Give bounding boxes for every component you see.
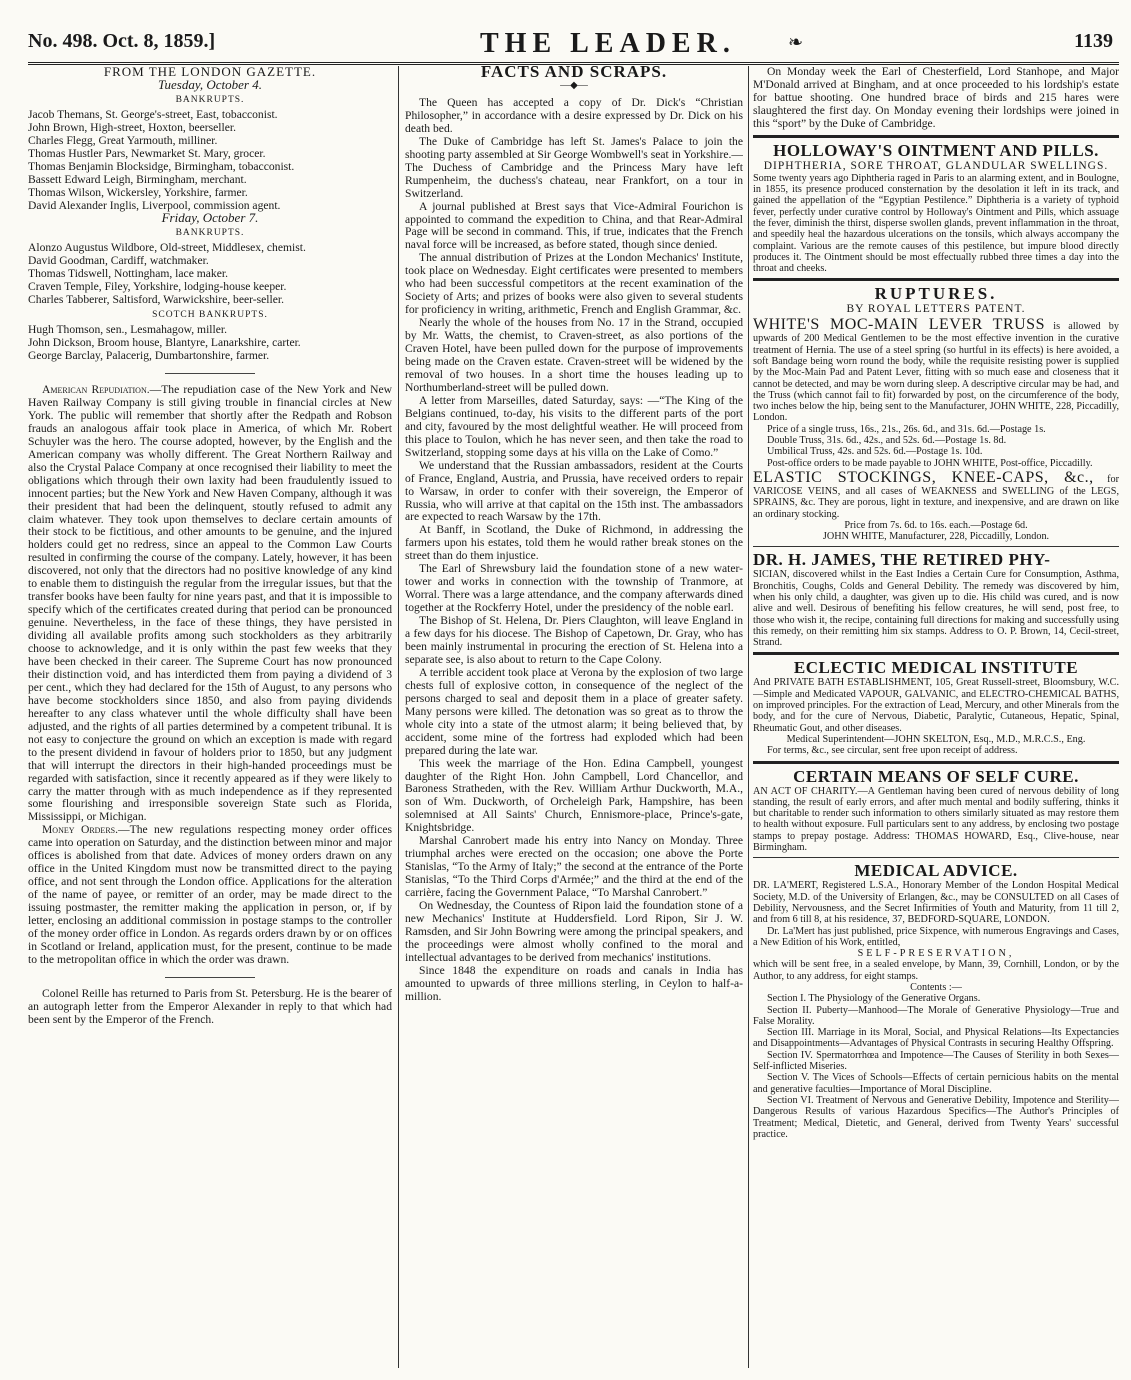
ad-ruptures-orders: Post-office orders to be made payable to JOHN WHITE, Post-office, Piccadilly. xyxy=(767,457,1093,469)
bankrupt-entry: Charles Flegg, Great Yarmouth, milliner. xyxy=(28,133,218,147)
ad-cure-body: AN ACT OF CHARITY.—A Gentleman having been cured of nervous debility of long standing, the result of early errors, and after much mental and bodily suffering, thinks it but charitable to render such information to others similarly situated as may restore them to health without exposure. Full particulars sent to any address, by enclosing two postage stamps to prepay postage. Address: THOMAS HOWARD, Esq., Clive-house, near Birmingham. xyxy=(753,785,1119,854)
bankrupt-entry: Hugh Thomson, sen., Lesmahagow, miller. xyxy=(28,323,228,337)
bankrupt-entry: John Brown, High-street, Hoxton, beerseller. xyxy=(28,120,237,134)
facts-paragraph: The annual distribution of Prizes at the London Mechanics' Institute, took place on Wednesday. Eight certificates were presented to members who had been successful competitors at the recent examination of the Society of Arts; and prizes of books were also given to several students for proficiency in writing, arithmetic, French and English Grammar, &c. xyxy=(405,251,743,317)
column-middle xyxy=(405,66,743,1368)
ad-medical-section: Section VI. Treatment of Nervous and Generative Debility, Impotence and Sterility—Dangerous Results of various Hazardous Specifics—The Author's Principles of Treatment; Medical, Dietetic, and General, derived from Twenty Years' successful practice. xyxy=(753,1094,1119,1140)
ad-holloway-title: HOLLOWAY'S OINTMENT AND PILLS. xyxy=(773,140,1099,160)
ad-ruptures-price: Umbilical Truss, 42s. and 52s. 6d.—Postage 1s. 10d. xyxy=(767,446,983,458)
ad-elastic-maker: JOHN WHITE, Manufacturer, 228, Piccadilly, London. xyxy=(822,531,1050,543)
ad-ruptures-title: RUPTURES. xyxy=(874,284,998,304)
facts-paragraph: The Queen has accepted a copy of Dr. Dick's “Christian Philosopher,” in accordance with a desire expressed by Dr. Dick on his death bed. xyxy=(405,95,743,135)
facts-paragraph: Since 1848 the expenditure on roads and canals in India has amounted to upwards of three millions sterling, in Ceylon to half-a-million. xyxy=(405,963,743,1003)
facts-heading: FACTS AND SCRAPS. xyxy=(480,66,668,81)
ad-medical-section: Section II. Puberty—Manhood—The Morale of Generative Physiology—True and False Morality. xyxy=(753,1004,1119,1027)
facts-paragraph: We understand that the Russian ambassadors, resident at the Courts of France, England, Austria, and Prussia, have received orders to repair to Warsaw, in order to confer with their sovereign, the Emperor of Russia, who will arrive at that capital on the 15th inst. The ambassadors are expected to reach Warsaw by the 17th. xyxy=(405,458,743,524)
ad-medical-body: DR. LA'MERT, Registered L.S.A., Honorary Member of the London Hospital Medical Society, M.D. of the University of Erlangen, &c., may be CONSULTED on all Cases of Debility, Nervousness, and the Secret Infirmities of Youth and Maturity, from 11 till 2, and from 6 till 8, at his residence, 37, BEDFORD-SQUARE, LONDON. xyxy=(753,880,1119,926)
facts-paragraph: The Earl of Shrewsbury laid the foundation stone of a new water-tower and works in connection with the township of Tranmore, at Worral. There was a large attendance, and the company afterwards dined together at the Rockferry Hotel, under the presidency of the noble earl. xyxy=(405,562,743,615)
ad-eclectic-superintendent: Medical Superintendent—JOHN SKELTON, Esq., M.D., M.R.C.S., Eng. xyxy=(786,733,1086,745)
ad-cure-title: CERTAIN MEANS OF SELF CURE. xyxy=(793,766,1079,786)
ad-ruptures-subtitle: BY ROYAL LETTERS PATENT. xyxy=(846,303,1026,316)
ad-medical-sections xyxy=(753,993,1119,1140)
ad-medical-title: MEDICAL ADVICE. xyxy=(854,861,1018,881)
article-body: —The repudiation case of the New York and New Haven Railway Company is still giving trouble in financial circles at New York. The public will remember that shortly after the Redpath and Robson frauds an analogous affair took place in America, of which Mr. Robert Schuyler was the hero. The course adopted, however, by the English and the American company was wholly different. The Great Northern Railway and also the Crystal Palace Company at once recognised their liability to meet the obligations which through their own laxity had been fraudulently issued to innocent parties; but the New York and New Haven Company, although it was their president that had been the delinquent, stoutly refused to admit any claim whatever. They took upon themselves to declare certain amounts of their stock to be fictitious, and other amounts to be genuine, and the injured holders could get no redress, since an appeal to the Common Law Courts resulted in confirming the course of the company. Lately, however, it has been discovered, not only that the directors had no positive knowledge of any kind to enable them to distinguish the regular from the irregular issues, but that the transfer books have been faulty for nine years past, and that it is impossible to specify which of the certificates created during that period can be pronounced genuine. Nevertheless, in the face of these things, they have persisted in dividing all available profits among such stockholders as they arbitrarily choose to acknowledge, and it is only within the past few weeks that they have been checked in their career. The Supreme Court has now pronounced their distinction void, and has interdicted them from paying a dividend of 3 per cent., which they had declared for the 15th of August, to any persons who have become stockholders since 1850, and also from paying dividends hereafter to any class whatever until the whole difficulty shall have been adjusted, and the rights of all parties determined by a competent tribunal. It is not easy to conjecture the ground on which an exception is made with regard to the present dividend in favour of holders prior to 1850, but any judgment that will interrupt the directors in their high-handed proceedings must be regarded with satisfaction, since it recently appeared as if they were likely to carry the matter through with as much independence as if they represented some flourishing and irresponsible sovereign State such as Florida, Mississippi, or Michigan. xyxy=(28,382,392,824)
bankrupts-list xyxy=(28,242,392,307)
ad-elastic xyxy=(753,469,1119,520)
ad-ruptures-price: Price of a single truss, 16s., 21s., 26s. 6d., and 31s. 6d.—Postage 1s. xyxy=(767,423,1046,435)
bankrupts-list xyxy=(28,109,392,213)
bankrupt-entry: Charles Tabberer, Saltisford, Warwickshire, beer-seller. xyxy=(28,293,284,307)
bankrupts-label: BANKRUPTS. xyxy=(175,94,245,105)
column-rule xyxy=(748,66,749,1368)
gazette-date: Friday, October 7. xyxy=(161,210,259,226)
ad-james-title: DR. H. JAMES, THE RETIRED PHY- xyxy=(753,550,1051,570)
ad-medical-section: Section IV. Spermatorrhœa and Impotence—The Causes of Sterility in both Sexes—Self-inflicted Miseries. xyxy=(753,1049,1119,1073)
issue-date: No. 498. Oct. 8, 1859.] xyxy=(28,30,216,52)
ad-james-body: SICIAN, discovered whilst in the East Indies a Certain Cure for Consumption, Asthma, Bronchitis, Coughs, Colds and General Debility. The remedy was discovered by him, when his only child, a daughter, was given up to die. His child was cured, and is now alive and well. Desirous of benefiting his fellow creatures, he will send, post free, to those who wish it, the recipe, containing full directions for making and successfully using this remedy, on their remitting him six stamps. Address to O. P. Brown, 14, Cecil-street, Strand. xyxy=(753,569,1119,649)
scotch-bankrupts-label: SCOTCH BANKRUPTS. xyxy=(152,310,268,321)
ad-holloway-body: Some twenty years ago Diphtheria raged in Paris to an alarming extent, and in Boulogne, in 1855, its presence produced consternation by the desolation it left in its track, and gained the appellation of the “Egyptian Pestilence.” Diphtheria is a variety of typhoid fever, perfectly under curative control by Holloway's Ointment and Pills, which assuage the fever, diminish the thirst, disperse swollen glands, prevent inflammation in the throat, and speedily heal the hazardous ulcerations on the tonsils, which always accompany the complaint. Various are the remote causes of this pestilence, but impure blood directly produces it. The Ointment should be most effectually rubbed three times a day into the throat and cheeks. xyxy=(753,172,1119,275)
divider xyxy=(753,857,1119,858)
ad-ruptures-lead: WHITE'S MOC-MAIN LEVER TRUSS xyxy=(753,316,1045,334)
ad-medical-section: Section III. Marriage in its Moral, Social, and Physical Relations—Its Expectancies and Disappointments—Advantages of Physical Contrasts in securing Healthy Offspring. xyxy=(753,1027,1119,1050)
hand-ornament-icon: ❧ xyxy=(788,32,804,52)
facts-paragraph: A journal published at Brest says that Vice-Admiral Fourichon is appointed to command the expedition to China, and that Rear-Admiral Page will be second in command. This, if true, indicates that the French naval force will be increased, as before stated, though since denied. xyxy=(405,199,743,252)
facts-list xyxy=(405,97,743,1004)
ad-elastic-price: Price from 7s. 6d. to 16s. each.—Postage 6d. xyxy=(844,519,1028,531)
bankrupt-entry: Alonzo Augustus Wildbore, Old-street, Middlesex, chemist. xyxy=(28,241,306,255)
column-right xyxy=(753,66,1119,1368)
ad-eclectic-terms: For terms, &c., see circular, sent free upon receipt of address. xyxy=(767,745,1018,757)
bankrupt-entry: Jacob Themans, St. George's-street, East, tobacconist. xyxy=(28,107,278,121)
article-reille: Colonel Reille has returned to Paris from St. Petersburg. He is the bearer of an autograph letter from the Emperor Alexander in reply to that which had been sent by the Emperor of the French. xyxy=(28,986,392,1026)
bankrupt-entry: Bassett Edward Leigh, Birmingham, merchant. xyxy=(28,172,247,186)
ad-medical-section: Section I. The Physiology of the Generative Organs. xyxy=(767,993,981,1005)
divider xyxy=(753,135,1119,138)
bankrupt-entry: Thomas Tidswell, Nottingham, lace maker. xyxy=(28,267,228,281)
bankrupts-list xyxy=(28,324,392,363)
divider xyxy=(165,373,255,374)
column-rule xyxy=(398,66,399,1368)
facts-paragraph: On Wednesday, the Countess of Ripon laid the foundation stone of a new Mechanics' Institute at Huddersfield. Lord Ripon, Sir J. W. Ramsden, and Sir John Bowring were among the principal speakers, and the proceedings were almost wholly confined to the moral and intellectual advantages to be derived from mechanics' institutions. xyxy=(405,899,743,964)
ad-medical-work-title: SELF-PRESERVATION, xyxy=(857,948,1015,960)
divider xyxy=(753,761,1119,764)
ad-medical-section: Section V. The Vices of Schools—Effects of certain pernicious habits on the mental and generative faculties—Importance of Moral Discipline. xyxy=(753,1072,1119,1095)
bankrupt-entry: Craven Temple, Filey, Yorkshire, lodging-house keeper. xyxy=(28,280,287,294)
facts-paragraph: Nearly the whole of the houses from No. 17 in the Strand, occupied by Mr. Watts, the chemist, to Craven-street, as also portions of the Craven Hotel, have been pulled down for the purpose of improvements being made on the Craven estate. Craven-street will be widened by the removal of two houses. In a short time the houses leading up to Northumberland-street will be pulled down. xyxy=(405,316,743,394)
ad-ruptures-price: Double Truss, 31s. 6d., 42s., and 52s. 6d.—Postage 1s. 8d. xyxy=(767,435,1007,447)
ad-ruptures-text: is allowed by upwards of 200 Medical Gentlemen to be the most effective invention in the curative treatment of Hernia. The use of a steel spring (so hurtful in its effects) is here avoided, a soft Bandage being worn round the body, while the requisite resisting power is supplied by the Moc-Main Pad and Patent Lever, fitting with so much ease and closeness that it cannot be detected, and may be worn during sleep. A descriptive circular may be had, and the Truss (which cannot fail to fit) forwarded by post, on the circumference of the body, two inches below the hip, being sent to the Manufacturer, JOHN WHITE, 228, Piccadilly, London. xyxy=(753,321,1119,424)
masthead xyxy=(28,28,1119,65)
facts-paragraph: At Banff, in Scotland, the Duke of Richmond, in addressing the farmers upon his estates, told them he would rather break stones on the street than do them injustice. xyxy=(405,523,743,563)
ad-elastic-lead: ELASTIC STOCKINGS, KNEE-CAPS, &c., xyxy=(753,468,1094,486)
article-repudiation xyxy=(28,384,392,824)
facts-paragraph: This week the marriage of the Hon. Edina Campbell, youngest daughter of the Right Hon. John Campbell, Lord Chancellor, and Baroness Stratheden, with the Rev. William Arthur Duckworth, M.A., son of Wm. Duckworth, of Orcheleigh Park, Hampshire, has been solemnised at All Saints' Church, Ennismore-place, Prince's-gate, Knightsbridge. xyxy=(405,756,743,835)
facts-paragraph: The Duke of Cambridge has left St. James's Palace to join the shooting party assembled at Sir George Wombwell's seat in Yorkshire.—The Duchess of Cambridge and the Princess Mary have left Rumpenheim, the duchess's chateau, near Frankfort, on a tour in Switzerland. xyxy=(405,134,743,200)
article-chesterfield: On Monday week the Earl of Chesterfield, Lord Stanhope, and Major M'Donald arrived at Bingham, and at once proceeded to his lordship's estate for battue shooting. One hundred brace of birds and 215 hares were slaughtered the first day. On Monday evening their lordships were joined in this “sport” by the Duke of Cambridge. xyxy=(753,66,1119,130)
article-lead: American Repudiation. xyxy=(42,382,150,396)
divider xyxy=(753,652,1119,655)
ad-eclectic-body: And PRIVATE BATH ESTABLISHMENT, 105, Great Russell-street, Bloomsbury, W.C.—Simple and Medicated VAPOUR, GALVANIC, and ELECTRO-CHEMICAL BATHS, on improved principles. For the extraction of Lead, Mercury, and other Minerals from the body, and for the cure of Nervous, Diabetic, Paralytic, Cutaneous, Hepatic, Spinal, Rheumatic Gout, and other diseases. xyxy=(753,677,1119,734)
ad-medical-sent: which will be sent free, in a sealed envelope, by Mann, 39, Cornhill, London, or by the Author, to any address, for eight stamps. xyxy=(753,959,1119,982)
page-number: 1139 xyxy=(1074,30,1113,52)
bankrupt-entry: John Dickson, Broom house, Blantyre, Lanarkshire, carter. xyxy=(28,336,301,350)
article-lead: Money Orders. xyxy=(42,823,119,837)
newspaper-title: THE LEADER. xyxy=(480,28,736,59)
ad-medical-contents-label: Contents :— xyxy=(910,982,962,993)
ad-elastic-body: for VARICOSE VEINS, and all cases of WEAKNESS and SWELLING of the LEGS, SPRAINS, &c. They are porous, light in texture, and inexpensive, and are drawn on like an ordinary stocking. xyxy=(753,473,1119,520)
ornament-divider: —◆— xyxy=(560,79,588,91)
ad-medical-published: Dr. La'Mert has just published, price Sixpence, with numerous Engravings and Cases, a New Edition of his Work, entitled, xyxy=(753,925,1119,948)
bankrupt-entry: George Barclay, Palacerig, Dumbartonshire, farmer. xyxy=(28,349,270,363)
column-left xyxy=(28,66,392,1368)
facts-paragraph: A terrible accident took place at Verona by the explosion of two large chests full of explosive cotton, in consequence of the neglect of the persons charged to seal and deposit them in a place of greater safety. Many persons were killed. The detonation was so great as to throw the whole city into a state of the utmost alarm; it being believed that, by accident, some mine of the fortress had exploded which had been prepared during the late war. xyxy=(405,665,743,757)
bankrupt-entry: Thomas Wilson, Wickersley, Yorkshire, farmer. xyxy=(28,185,248,199)
facts-paragraph: The Bishop of St. Helena, Dr. Piers Claughton, will leave England in a few days for his diocese. The Bishop of Capetown, Dr. Gray, who has been mainly instrumental in procuring the erection of St. Helena into a separate see, is also about to return to the Cape Colony. xyxy=(405,614,743,666)
divider xyxy=(753,546,1119,547)
facts-paragraph: Marshal Canrobert made his entry into Nancy on Monday. Three triumphal arches were erected on the occasion; one above the Porte Stanislas, “To the Army of Italy;” the second at the entrance of the Porte Stanislas, “To the Third Corps d'Armée;” and the third at the end of the carrière, facing the Government Palace, “To Marshal Canrobert.” xyxy=(405,834,743,900)
article-money-orders xyxy=(28,824,392,966)
bankrupt-entry: Thomas Benjamin Blocksidge, Birmingham, tobacconist. xyxy=(28,159,295,173)
bankrupt-entry: David Goodman, Cardiff, watchmaker. xyxy=(28,254,209,268)
bankrupt-entry: David Alexander Inglis, Liverpool, commission agent. xyxy=(28,198,281,212)
bankrupts-label: BANKRUPTS. xyxy=(175,228,245,239)
divider xyxy=(165,977,255,978)
bankrupt-entry: Thomas Hustler Pars, Newmarket St. Mary, grocer. xyxy=(28,146,266,160)
ad-holloway-subtitle: DIPHTHERIA, SORE THROAT, GLANDULAR SWELLINGS. xyxy=(763,159,1109,172)
divider xyxy=(753,278,1119,281)
ad-ruptures-body xyxy=(753,316,1119,423)
facts-paragraph: A letter from Marseilles, dated Saturday, says: —“The King of the Belgians continued, to-day, his visits to the different parts of the port and city, favoured by the most delightful weather. He will proceed from this place to Toulon, which he has never seen, and then take the road to Switzerland, stopping some days at his villa on the Lake of Como.” xyxy=(405,393,743,459)
ad-eclectic-title: ECLECTIC MEDICAL INSTITUTE xyxy=(793,658,1079,678)
gazette-date: Tuesday, October 4. xyxy=(158,76,262,92)
article-body: —The new regulations respecting money order offices came into operation on Saturday, and the distinction between minor and major offices is abolished from that date. Advices of money orders drawn on any office in the United Kingdom must now be transmitted direct to the paying office, and not sent through the London office. Applications for the alteration of the name of payee, or remitter of an order, may be made direct to the issuing postmaster, the remitter making the application in person, or, if by letter, enclosing an additional commission in postage stamps to the controller of the money order office in London. As regards orders drawn by or on offices in Scotland or Ireland, application must, for the present, continue to be made to the metropolitan office in which the order was drawn. xyxy=(28,823,392,966)
gazette-heading: FROM THE LONDON GAZETTE. xyxy=(103,66,317,79)
